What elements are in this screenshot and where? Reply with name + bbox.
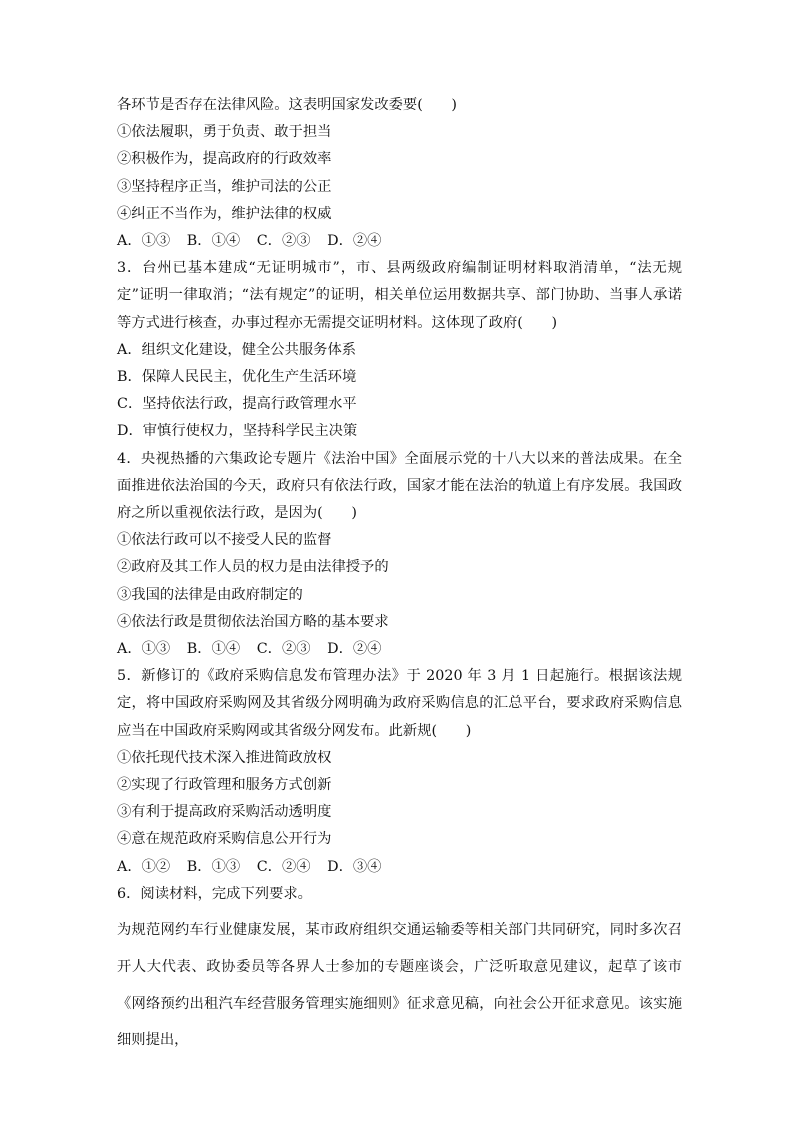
- q6-stem: 6．阅读材料，完成下列要求。: [117, 885, 312, 902]
- option-a: A．①③: [117, 233, 171, 250]
- option-a: A．①③: [117, 641, 171, 658]
- q4-item: ①依法行政可以不接受人民的监督: [117, 532, 332, 549]
- q3-option: D．审慎行使权力，坚持科学民主决策: [117, 423, 358, 440]
- q4-item: ③我国的法律是由政府制定的: [117, 586, 303, 603]
- option-c: C．②④: [256, 858, 311, 875]
- option-b: B．①④: [186, 233, 241, 250]
- q5-options: [117, 854, 682, 881]
- q5-item: ①依托现代技术深入推进简政放权: [117, 749, 332, 766]
- q5-item: ②实现了行政管理和服务方式创新: [117, 777, 332, 794]
- q3-option: C．坚持依法行政，提高行政管理水平: [117, 396, 357, 413]
- q2-item-list: [117, 119, 682, 228]
- option-d: D．②④: [327, 233, 382, 250]
- q2-options: [117, 228, 682, 255]
- q5-item: ④意在规范政府采购信息公开行为: [117, 831, 332, 848]
- q3-option: A．组织文化建设，健全公共服务体系: [117, 341, 357, 358]
- q4-options: [117, 636, 682, 663]
- q5-item-list: [117, 745, 682, 854]
- option-d: D．③④: [327, 858, 382, 875]
- q4-item: ④依法行政是贯彻依法治国方略的基本要求: [117, 613, 389, 630]
- q4-item-list: [117, 527, 682, 636]
- q3-option: B．保障人民民主，优化生产生活环境: [117, 369, 357, 386]
- q4-item: ②政府及其工作人员的权力是由法律授予的: [117, 559, 389, 576]
- option-b: B．①③: [186, 858, 241, 875]
- q3-stem: 3．台州已基本建成“无证明城市”，市、县两级政府编制证明材料取消清单，“法无规定”证明一律取消；“法有规定”的证明，相关单位运用数据共享、部门协助、当事人承诺等方式进行核查，办事过程亦无需提交证明材料。这体现了政府( ): [117, 260, 682, 331]
- q4-stem: 4．央视热播的六集政论专题片《法治中国》全面展示党的十八大以来的普法成果。在全面推进依法治国的今天，政府只有依法行政，国家才能在法治的轨道上有序发展。我国政府之所以重视依法行政，是因为( ): [117, 450, 682, 522]
- option-b: B．①④: [186, 641, 241, 658]
- option-c: C．②③: [256, 233, 311, 250]
- option-c: C．②③: [256, 641, 311, 658]
- q3-options: [117, 337, 682, 446]
- q6-material: 为规范网约车行业健康发展，某市政府组织交通运输委等相关部门共同研究，同时多次召开人大代表、政协委员等各界人士参加的专题座谈会，广泛听取意见建议，起草了该市《网络预约出租汽车经营服务管理实施细则》征求意见稿，向社会公开征求意见。该实施细则提出，: [117, 922, 682, 1049]
- option-d: D．②④: [327, 641, 382, 658]
- option-a: A．①②: [117, 858, 171, 875]
- question-content: [117, 92, 682, 1059]
- q2-item: ②积极作为，提高政府的行政效率: [117, 151, 332, 168]
- intro-line: 各环节是否存在法律风险。这表明国家发改委要( ): [117, 97, 457, 113]
- q2-item: ④纠正不当作为，维护法律的权威: [117, 205, 332, 222]
- q5-stem: 5．新修订的《政府采购信息发布管理办法》于 2020 年 3 月 1 日起施行。根据该法规定，将中国政府采购网及其省级分网明确为政府采购信息的汇总平台，要求政府采购信息应当在中国政府采购网或其省级分网发布。此新规( ): [117, 668, 682, 739]
- q5-item: ③有利于提高政府采购活动透明度: [117, 804, 332, 821]
- q2-item: ①依法履职，勇于负责、敢于担当: [117, 124, 332, 141]
- q2-item: ③坚持程序正当，维护司法的公正: [117, 178, 332, 195]
